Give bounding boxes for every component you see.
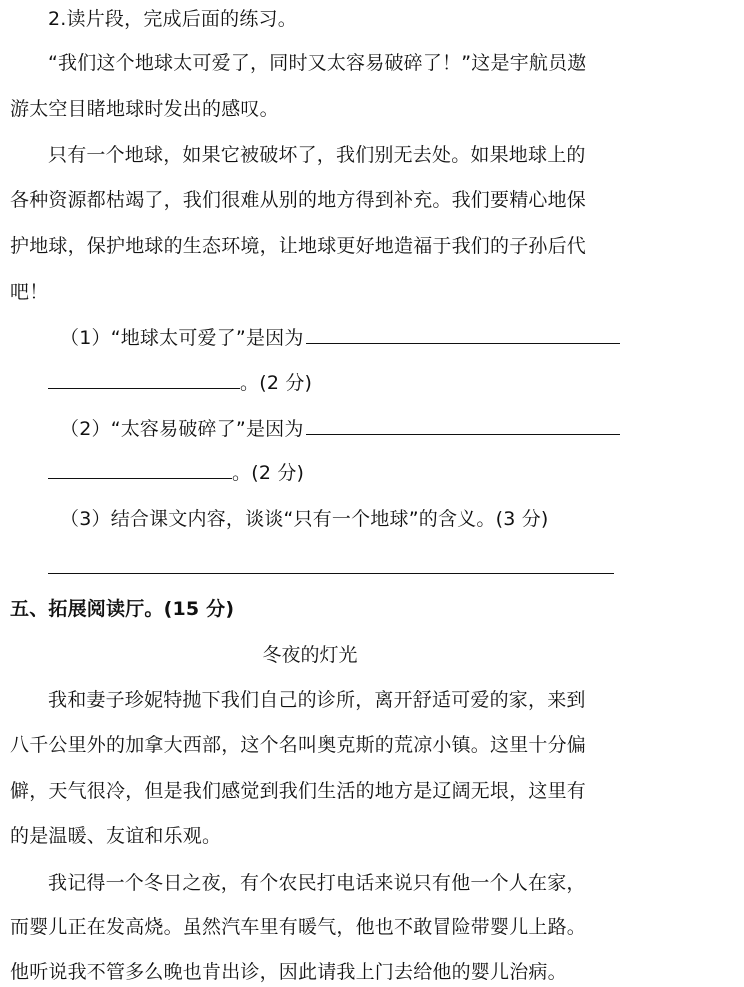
sub-question-1 [60, 326, 620, 350]
sub-question-2 [60, 417, 620, 441]
sub-question-1-continued [48, 371, 312, 395]
question-2-heading: 2.读片段，完成后面的练习。 [48, 8, 297, 30]
story-title: 冬夜的灯光 [262, 644, 358, 666]
story-paragraph-1-line-1: 我和妻子珍妮特抛下我们自己的诊所，离开舒适可爱的家，来到 [48, 689, 586, 711]
section-5-heading: 五、拓展阅读厅。(15 分) [10, 598, 235, 620]
passage-paragraph-1-line-2: 游太空目睹地球时发出的感叹。 [10, 98, 279, 120]
sub-question-3: （3）结合课文内容，谈谈“只有一个地球”的含义。(3 分) [60, 508, 549, 530]
story-paragraph-2-line-1: 我记得一个冬日之夜，有个农民打电话来说只有他一个人在家， [48, 872, 586, 894]
sub-question-1-score: 。(2 分) [240, 372, 313, 394]
story-paragraph-2-line-2: 而婴儿正在发高烧。虽然汽车里有暖气，他也不敢冒险带婴儿上路。 [10, 916, 587, 938]
answer-blank-2a[interactable] [306, 433, 620, 435]
passage-paragraph-1-line-1: “我们这个地球太可爱了，同时又太容易破碎了！”这是宇航员遨 [48, 52, 587, 74]
sub-question-1-prompt: （1）“地球太可爱了”是因为 [60, 327, 304, 349]
sub-question-2-prompt: （2）“太容易破碎了”是因为 [60, 418, 304, 440]
passage-paragraph-2-line-1: 只有一个地球，如果它被破坏了，我们别无去处。如果地球上的 [48, 144, 586, 166]
story-paragraph-1-line-4: 的是温暖、友谊和乐观。 [10, 825, 222, 847]
answer-line-3[interactable] [48, 573, 614, 574]
passage-paragraph-2-line-2: 各种资源都枯竭了，我们很难从别的地方得到补充。我们要精心地保 [10, 189, 587, 211]
answer-blank-2b[interactable] [48, 477, 232, 479]
story-paragraph-1-line-2: 八千公里外的加拿大西部，这个名叫奥克斯的荒凉小镇。这里十分偏 [10, 734, 587, 756]
sub-question-2-score: 。(2 分) [232, 462, 305, 484]
story-paragraph-2-line-3: 他听说我不管多么晚也肯出诊，因此请我上门去给他的婴儿治病。 [10, 961, 567, 983]
answer-blank-1b[interactable] [48, 387, 240, 389]
answer-blank-1a[interactable] [306, 342, 620, 344]
passage-paragraph-2-line-4: 吧！ [10, 281, 49, 303]
sub-question-2-continued [48, 461, 304, 485]
passage-paragraph-2-line-3: 护地球，保护地球的生态环境，让地球更好地造福于我们的子孙后代 [10, 235, 587, 257]
story-paragraph-1-line-3: 僻，天气很冷，但是我们感觉到我们生活的地方是辽阔无垠，这里有 [10, 780, 587, 802]
